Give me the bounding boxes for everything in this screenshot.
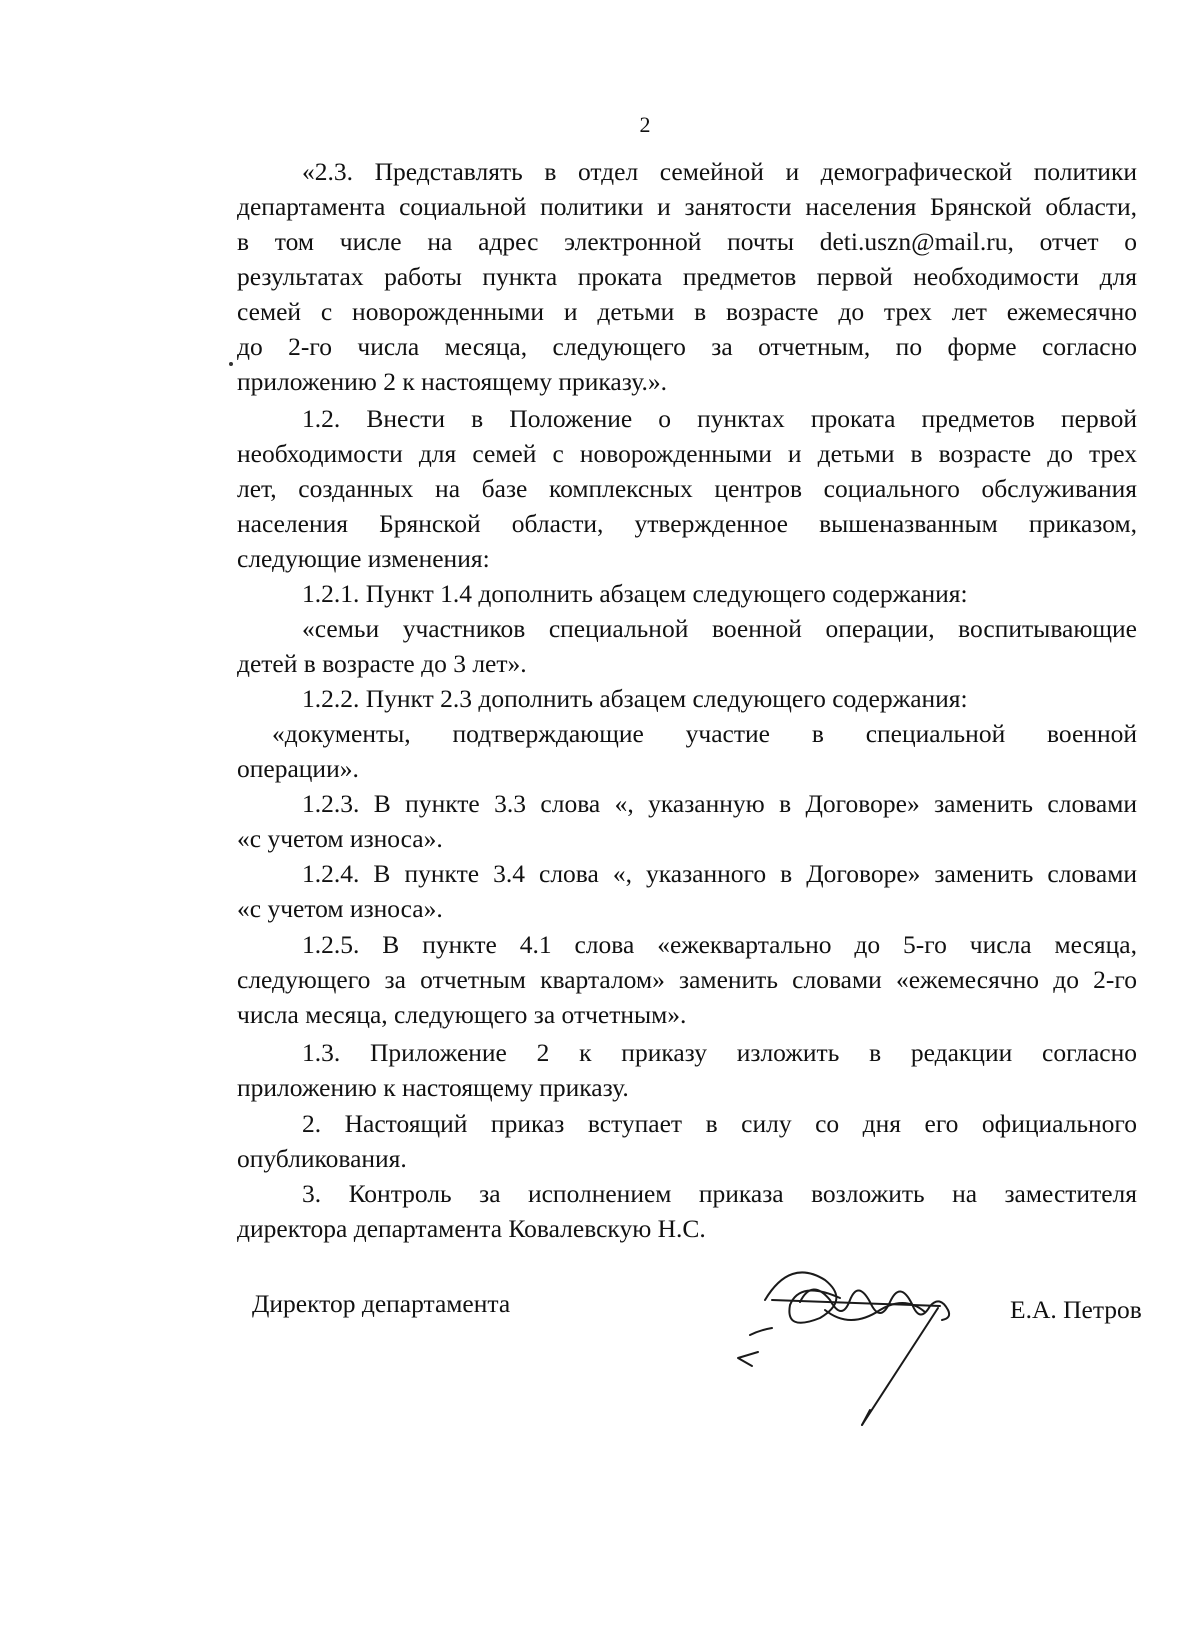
text-line: 1.3. Приложение 2 к приказу изложить в редакции согласно: [302, 1038, 1137, 1067]
text-line: следующие изменения:: [237, 544, 490, 573]
text-line: операции».: [237, 754, 359, 783]
signatory-position: Директор департамента: [252, 1289, 511, 1318]
text-line: населения Брянской области, утвержденное вышеназванным приказом,: [237, 509, 1137, 538]
text-line: «с учетом износа».: [237, 894, 443, 923]
text-line: следующего за отчетным кварталом» заменить словами «ежемесячно до 2-го: [237, 965, 1137, 994]
text-line: в том числе на адрес электронной почты deti.uszn@mail.ru, отчет о: [237, 227, 1137, 256]
text-line: 3. Контроль за исполнением приказа возложить на заместителя: [302, 1179, 1137, 1208]
text-line: 1.2.5. В пункте 4.1 слова «ежеквартально до 5-го числа месяца,: [302, 930, 1137, 959]
text-line: «семьи участников специальной военной операции, воспитывающие: [302, 614, 1137, 643]
text-line: 1.2.3. В пункте 3.3 слова «, указанную в Договоре» заменить словами: [302, 789, 1137, 818]
text-line: департамента социальной политики и занятости населения Брянской области,: [237, 192, 1137, 221]
scan-speck: [229, 362, 233, 366]
text-line: лет, созданных на базе комплексных центров социального обслуживания: [237, 474, 1137, 503]
signatory-name: Е.А. Петров: [1010, 1295, 1142, 1324]
text-line: «с учетом износа».: [237, 824, 443, 853]
text-line: результатах работы пункта проката предметов первой необходимости для: [237, 262, 1137, 291]
text-line: «документы, подтверждающие участие в специальной военной: [272, 719, 1137, 748]
text-line: «2.3. Представлять в отдел семейной и демографической политики: [302, 157, 1137, 186]
text-line: 1.2. Внести в Положение о пунктах проката предметов первой: [302, 404, 1137, 433]
text-line: 1.2.2. Пункт 2.3 дополнить абзацем следующего содержания:: [302, 684, 968, 713]
text-line: 1.2.1. Пункт 1.4 дополнить абзацем следующего содержания:: [302, 579, 968, 608]
text-line: приложению 2 к настоящему приказу.».: [237, 367, 667, 396]
text-line: необходимости для семей с новорожденными и детьми в возрасте до трех: [237, 439, 1137, 468]
handwritten-signature: [730, 1240, 1030, 1440]
text-line: опубликования.: [237, 1144, 407, 1173]
text-line: 2. Настоящий приказ вступает в силу со дня его официального: [302, 1109, 1137, 1138]
text-line: числа месяца, следующего за отчетным».: [237, 1000, 687, 1029]
text-line: семей с новорожденными и детьми в возрасте до трех лет ежемесячно: [237, 297, 1137, 326]
text-line: до 2-го числа месяца, следующего за отчетным, по форме согласно: [237, 332, 1137, 361]
text-line: 1.2.4. В пункте 3.4 слова «, указанного в Договоре» заменить словами: [302, 859, 1137, 888]
text-line: приложению к настоящему приказу.: [237, 1073, 629, 1102]
text-line: директора департамента Ковалевскую Н.С.: [237, 1214, 706, 1243]
text-line: детей в возрасте до 3 лет».: [237, 649, 527, 678]
page-number: 2: [639, 112, 651, 137]
